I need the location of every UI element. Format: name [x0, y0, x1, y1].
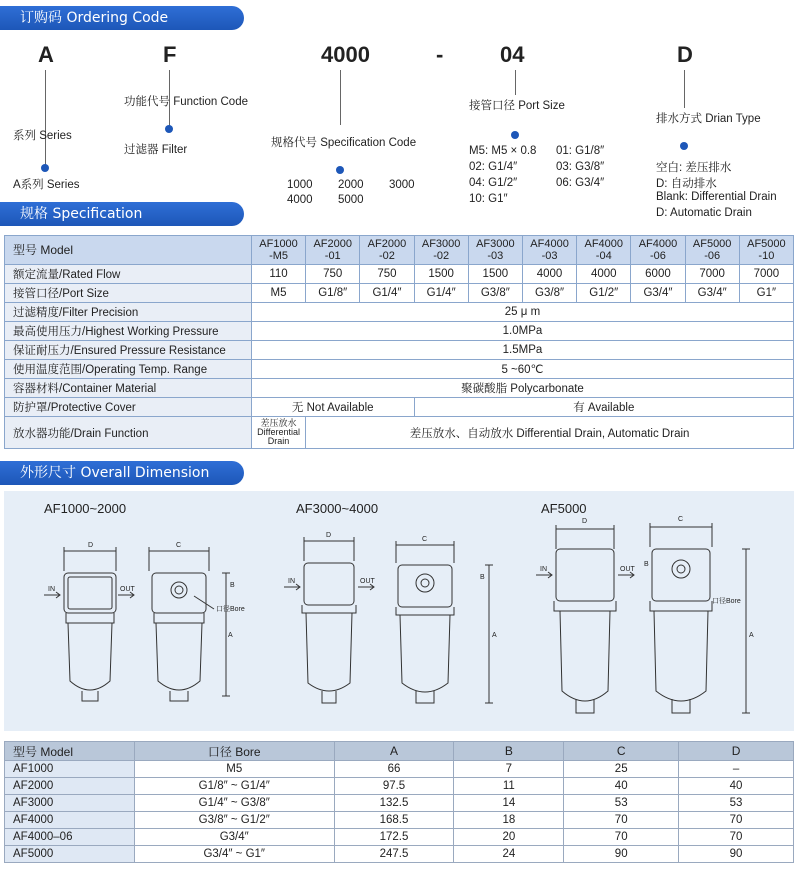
spec-value-5000: 5000: [338, 194, 364, 206]
spec-dot: [336, 166, 344, 174]
spec-row-drain: [5, 417, 794, 449]
table-cell: 247.5: [334, 846, 454, 863]
label-out: OUT: [120, 586, 135, 593]
table-cell: 53: [564, 795, 679, 812]
table-cell: G3/8″ ~ G1/2″: [134, 812, 334, 829]
col-header: C: [564, 742, 679, 761]
table-cell: 70: [679, 812, 794, 829]
code-spec: 4000: [321, 42, 370, 67]
table-cell: G1/8″: [306, 284, 360, 303]
label-d: D: [582, 518, 588, 525]
table-cell: 110: [251, 265, 305, 284]
group1-title: AF1000~2000: [44, 501, 127, 516]
label-c: C: [422, 536, 428, 543]
col-header: D: [679, 742, 794, 761]
specification-header: 规格 Specification: [0, 202, 244, 226]
drain-dot: [680, 142, 688, 150]
spec-value-1000: 1000: [287, 179, 313, 191]
label-b: B: [230, 582, 235, 589]
dimension-header: 外形尺寸 Overall Dimension: [0, 461, 244, 485]
af1000-front-view: [44, 547, 134, 701]
table-cell: 168.5: [334, 812, 454, 829]
spec-label: 最高使用压力/Highest Working Pressure: [5, 322, 252, 341]
table-cell: 97.5: [334, 778, 454, 795]
table-cell: G3/4″: [631, 284, 685, 303]
spec-value-4000: 4000: [287, 194, 313, 206]
label-c: C: [176, 542, 182, 549]
spec-row-cover: [5, 398, 794, 417]
table-cell: 70: [564, 829, 679, 846]
label-bore: 口径Bore: [712, 598, 741, 605]
label-b: B: [644, 561, 649, 568]
col-header: B: [454, 742, 564, 761]
spec-row-rated-flow: [5, 265, 794, 284]
model-cell: AF3000 -03: [468, 236, 522, 265]
table-cell: 40: [679, 778, 794, 795]
code-series: A: [38, 42, 54, 67]
table-cell: G1/4″: [414, 284, 468, 303]
code-dash: -: [436, 42, 444, 67]
table-cell: 53: [679, 795, 794, 812]
spec-row-max-pressure: [5, 322, 794, 341]
table-cell: M5: [134, 761, 334, 778]
table-cell: G1/4″: [360, 284, 414, 303]
table-cell: G1″: [739, 284, 793, 303]
table-cell: 750: [360, 265, 414, 284]
function-value: 过滤器 Filter: [124, 144, 188, 156]
spec-label: 接管口径/Port Size: [5, 284, 252, 303]
col-header: 型号 Model: [5, 742, 135, 761]
table-cell: 132.5: [334, 795, 454, 812]
code-function: F: [163, 42, 177, 67]
table-cell: 70: [679, 829, 794, 846]
table-cell: 14: [454, 795, 564, 812]
spec-row-filter-precision: [5, 303, 794, 322]
table-cell: 25 μ m: [251, 303, 793, 322]
table-cell: 1.0MPa: [251, 322, 793, 341]
drain-connector: [684, 70, 685, 108]
spec-label: 容器材料/Container Material: [5, 379, 252, 398]
table-cell: –: [679, 761, 794, 778]
label-a: A: [749, 632, 754, 639]
af4000-side-view: [396, 541, 493, 703]
label-in: IN: [48, 586, 55, 593]
label-bore: 口径Bore: [216, 606, 245, 613]
table-cell: 24: [454, 846, 564, 863]
table-cell: G3/8″: [522, 284, 576, 303]
spec-row-model: [5, 236, 794, 265]
spec-label: 过滤精度/Filter Precision: [5, 303, 252, 322]
table-cell: 有 Available: [414, 398, 793, 417]
table-row: [5, 846, 794, 863]
model-cell: AF5000 -06: [685, 236, 739, 265]
table-cell: 7000: [685, 265, 739, 284]
table-cell: G1/8″ ~ G1/4″: [134, 778, 334, 795]
label-out: OUT: [360, 578, 375, 585]
af5000-side-view: [650, 523, 750, 713]
label-c: C: [678, 516, 684, 523]
series-value: A系列 Series: [13, 179, 80, 191]
spec-label: 型号 Model: [5, 236, 252, 265]
table-row: [5, 829, 794, 846]
table-cell: G3/4″: [685, 284, 739, 303]
group2-title: AF3000~4000: [296, 501, 379, 516]
spec-label: 额定流量/Rated Flow: [5, 265, 252, 284]
table-cell: 4000: [577, 265, 631, 284]
port-01: 01: G1/8″: [556, 145, 605, 157]
table-row: [5, 812, 794, 829]
label-a: A: [492, 632, 497, 639]
af3000-front-view: [284, 537, 374, 703]
table-cell: 无 Not Available: [251, 398, 414, 417]
table-cell: 1500: [468, 265, 522, 284]
spec-label: 使用温度范围/Operating Temp. Range: [5, 360, 252, 379]
col-header: 口径 Bore: [134, 742, 334, 761]
port-04: 04: G1/2″: [469, 177, 518, 189]
spec-label: 规格代号 Specification Code: [271, 137, 417, 149]
table-cell: 1.5MPa: [251, 341, 793, 360]
table-cell: G3/4″: [134, 829, 334, 846]
port-connector: [515, 70, 516, 95]
table-cell: 90: [564, 846, 679, 863]
label-b: B: [480, 574, 485, 581]
spec-value-3000: 3000: [389, 179, 415, 191]
code-port: 04: [500, 42, 525, 67]
model-cell: AF5000 -10: [739, 236, 793, 265]
label-d: D: [326, 532, 332, 539]
table-cell: AF2000: [5, 778, 135, 795]
port-02: 02: G1/4″: [469, 161, 518, 173]
af5000-front-view: [536, 525, 634, 713]
series-connector: [45, 70, 46, 168]
table-cell: 20: [454, 829, 564, 846]
table-cell: 7000: [739, 265, 793, 284]
series-dot: [41, 164, 49, 172]
spec-row-temp: [5, 360, 794, 379]
table-cell: 聚碳酸脂 Polycarbonate: [251, 379, 793, 398]
label-a: A: [228, 632, 233, 639]
table-cell: G1/2″: [577, 284, 631, 303]
model-cell: AF3000 -02: [414, 236, 468, 265]
table-cell: 4000: [522, 265, 576, 284]
spec-label: 放水器功能/Drain Function: [5, 417, 252, 449]
ordering-code-header: 订购码 Ordering Code: [0, 6, 244, 30]
table-cell: G3/8″: [468, 284, 522, 303]
spec-value-2000: 2000: [338, 179, 364, 191]
function-label: 功能代号 Function Code: [124, 96, 248, 108]
model-cell: AF4000 -04: [577, 236, 631, 265]
drain-label: 排水方式 Drian Type: [656, 113, 761, 125]
table-cell: 90: [679, 846, 794, 863]
table-cell: AF3000: [5, 795, 135, 812]
af2000-side-view: [149, 547, 230, 701]
col-header: A: [334, 742, 454, 761]
table-cell: AF4000–06: [5, 829, 135, 846]
port-m5: M5: M5 × 0.8: [469, 145, 537, 157]
table-row: [5, 795, 794, 812]
table-cell: M5: [251, 284, 305, 303]
spec-row-port-size: [5, 284, 794, 303]
model-cell: AF4000 -03: [522, 236, 576, 265]
port-label: 接管口径 Port Size: [469, 100, 565, 112]
table-cell: 172.5: [334, 829, 454, 846]
table-row: [5, 761, 794, 778]
spec-row-ensured-pressure: [5, 341, 794, 360]
port-dot: [511, 131, 519, 139]
drain-value-d-cn: D: 自动排水: [656, 178, 717, 190]
table-cell: 40: [564, 778, 679, 795]
drain-value-blank-cn: 空白: 差压排水: [656, 162, 732, 174]
table-cell: 25: [564, 761, 679, 778]
table-cell: AF4000: [5, 812, 135, 829]
model-cell: AF2000 -02: [360, 236, 414, 265]
table-cell: 5 ~60℃: [251, 360, 793, 379]
drain-value-blank-en: Blank: Differential Drain: [656, 191, 777, 203]
port-03: 03: G3/8″: [556, 161, 605, 173]
table-cell: 差压放水、自动放水 Differential Drain, Automatic Drain: [306, 417, 794, 449]
spec-label: 防护罩/Protective Cover: [5, 398, 252, 417]
table-cell: 750: [306, 265, 360, 284]
table-cell: G3/4″ ~ G1″: [134, 846, 334, 863]
dimension-drawings: [4, 491, 794, 731]
table-cell: 66: [334, 761, 454, 778]
code-drain: D: [677, 42, 693, 67]
table-cell: 18: [454, 812, 564, 829]
table-cell: AF5000: [5, 846, 135, 863]
port-10: 10: G1″: [469, 193, 508, 205]
table-cell: 7: [454, 761, 564, 778]
table-cell: 70: [564, 812, 679, 829]
table-cell: 1500: [414, 265, 468, 284]
specification-table: [4, 235, 794, 449]
group3-title: AF5000: [541, 501, 587, 516]
function-dot: [165, 125, 173, 133]
table-cell: 差压放水 Differential Drain: [251, 417, 305, 449]
series-label: 系列 Series: [13, 130, 72, 142]
model-cell: AF4000 -06: [631, 236, 685, 265]
dimension-drawing-panel: [4, 491, 794, 731]
spec-connector: [340, 70, 341, 125]
spec-label: 保证耐压力/Ensured Pressure Resistance: [5, 341, 252, 360]
drain-value-d-en: D: Automatic Drain: [656, 207, 752, 219]
table-cell: 6000: [631, 265, 685, 284]
dim-header-row: [5, 742, 794, 761]
label-in: IN: [288, 578, 295, 585]
table-cell: G1/4″ ~ G3/8″: [134, 795, 334, 812]
model-cell: AF1000 -M5: [251, 236, 305, 265]
model-cell: AF2000 -01: [306, 236, 360, 265]
spec-row-material: [5, 379, 794, 398]
port-06: 06: G3/4″: [556, 177, 605, 189]
dimension-table: [4, 741, 794, 863]
label-d: D: [88, 542, 94, 549]
table-cell: AF1000: [5, 761, 135, 778]
label-in: IN: [540, 566, 547, 573]
label-out: OUT: [620, 566, 635, 573]
table-row: [5, 778, 794, 795]
table-cell: 11: [454, 778, 564, 795]
